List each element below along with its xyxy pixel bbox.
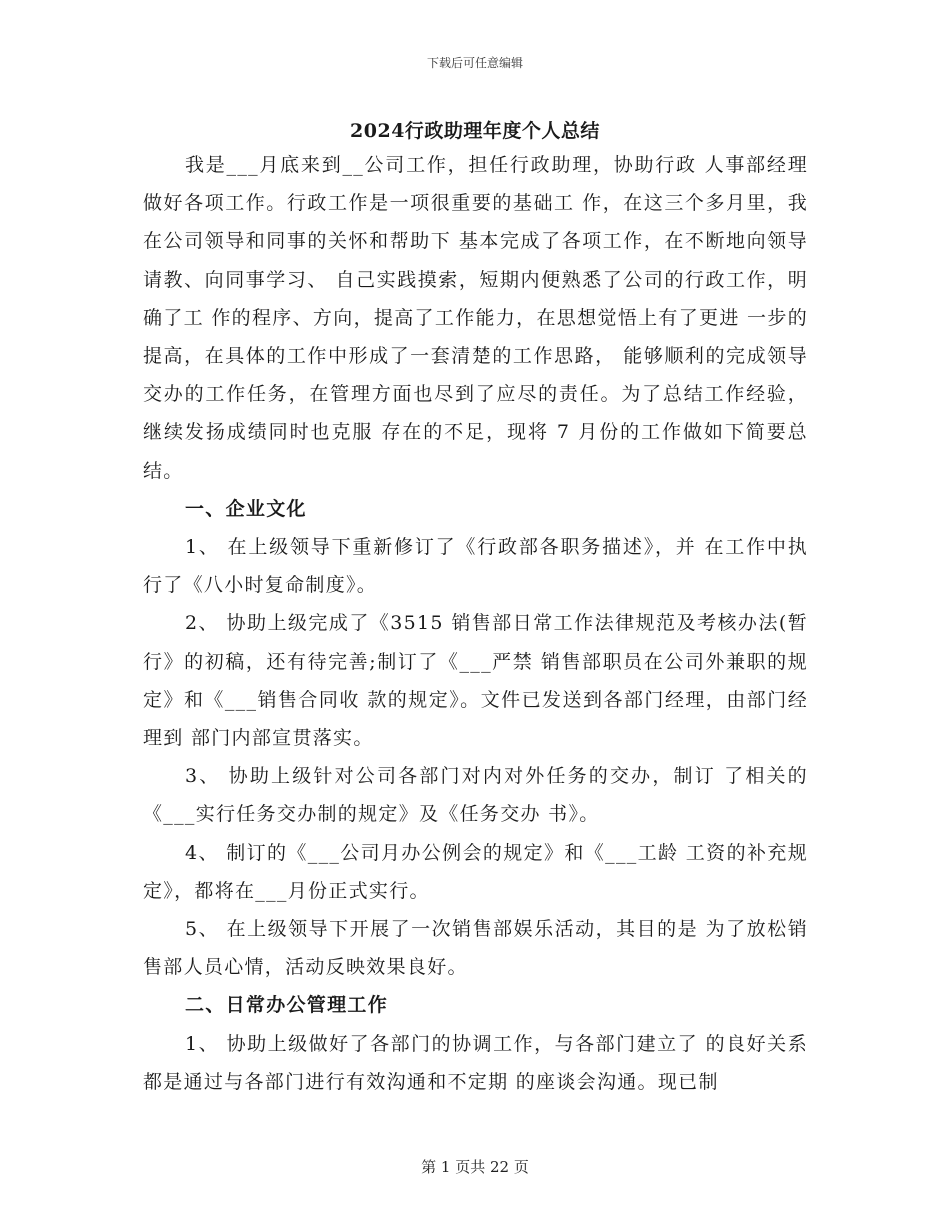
section-heading-daily-office: 二、日常办公管理工作 bbox=[185, 994, 389, 1017]
section1-item-3: 3、 协助上级针对公司各部门对内对外任务的交办，制订 了相关的《___实行任务交办制的规定》及《任务交办 书》。 bbox=[143, 765, 808, 826]
section1-item-1: 1、 在上级领导下重新修订了《行政部各职务描述》，并 在工作中执行了《八小时复命制度》。 bbox=[143, 536, 808, 597]
document-title: 2024行政助理年度个人总结 bbox=[350, 120, 600, 142]
section2-item-1: 1、 协助上级做好了各部门的协调工作，与各部门建立了 的良好关系都是通过与各部门进行有效沟通和不定期 的座谈会沟通。现已制 bbox=[143, 1032, 808, 1093]
section1-item-4: 4、 制订的《___公司月办公例会的规定》和《___工龄 工资的补充规定》，都将在___月份正式实行。 bbox=[143, 841, 808, 902]
document-body bbox=[143, 146, 808, 1101]
intro-paragraph: 我是___月底来到__公司工作，担任行政助理，协助行政 人事部经理做好各项工作。行政工作是一项很重要的基础工 作，在这三个多月里，我在公司领导和同事的关怀和帮助下 基本完成了各项工作，在不断地向领导请教、向同事学习、 自己实践摸索，短期内便熟悉了公司的行政工作，明确了工 作的程序、方向，提高了工作能力，在思想觉悟上有了更进 一步的提高，在具体的工作中形成了一套清楚的工作思路， 能够顺利的完成领导交办的工作任务，在管理方面也尽到了应尽的责任。为了总结工作经验，继续发扬成绩同时也克服 存在的不足，现将 7 月份的工作做如下简要总结。 bbox=[143, 154, 808, 482]
section1-item-5: 5、 在上级领导下开展了一次销售部娱乐活动，其目的是 为了放松销售部人员心情，活动反映效果良好。 bbox=[143, 918, 808, 979]
section-heading-corporate-culture: 一、企业文化 bbox=[185, 497, 307, 520]
section1-item-2: 2、 协助上级完成了《3515 销售部日常工作法律规范及考核办法(暂行》的初稿，还有待完善;制订了《___严禁 销售部职员在公司外兼职的规定》和《___销售合同收 款的规定》。文件已发送到各部门经理，由部门经理到 部门内部宣贯落实。 bbox=[143, 612, 808, 750]
header-note: 下载后可任意编辑 bbox=[426, 56, 523, 70]
page-footer: 第 1 页共 22 页 bbox=[421, 1158, 529, 1176]
